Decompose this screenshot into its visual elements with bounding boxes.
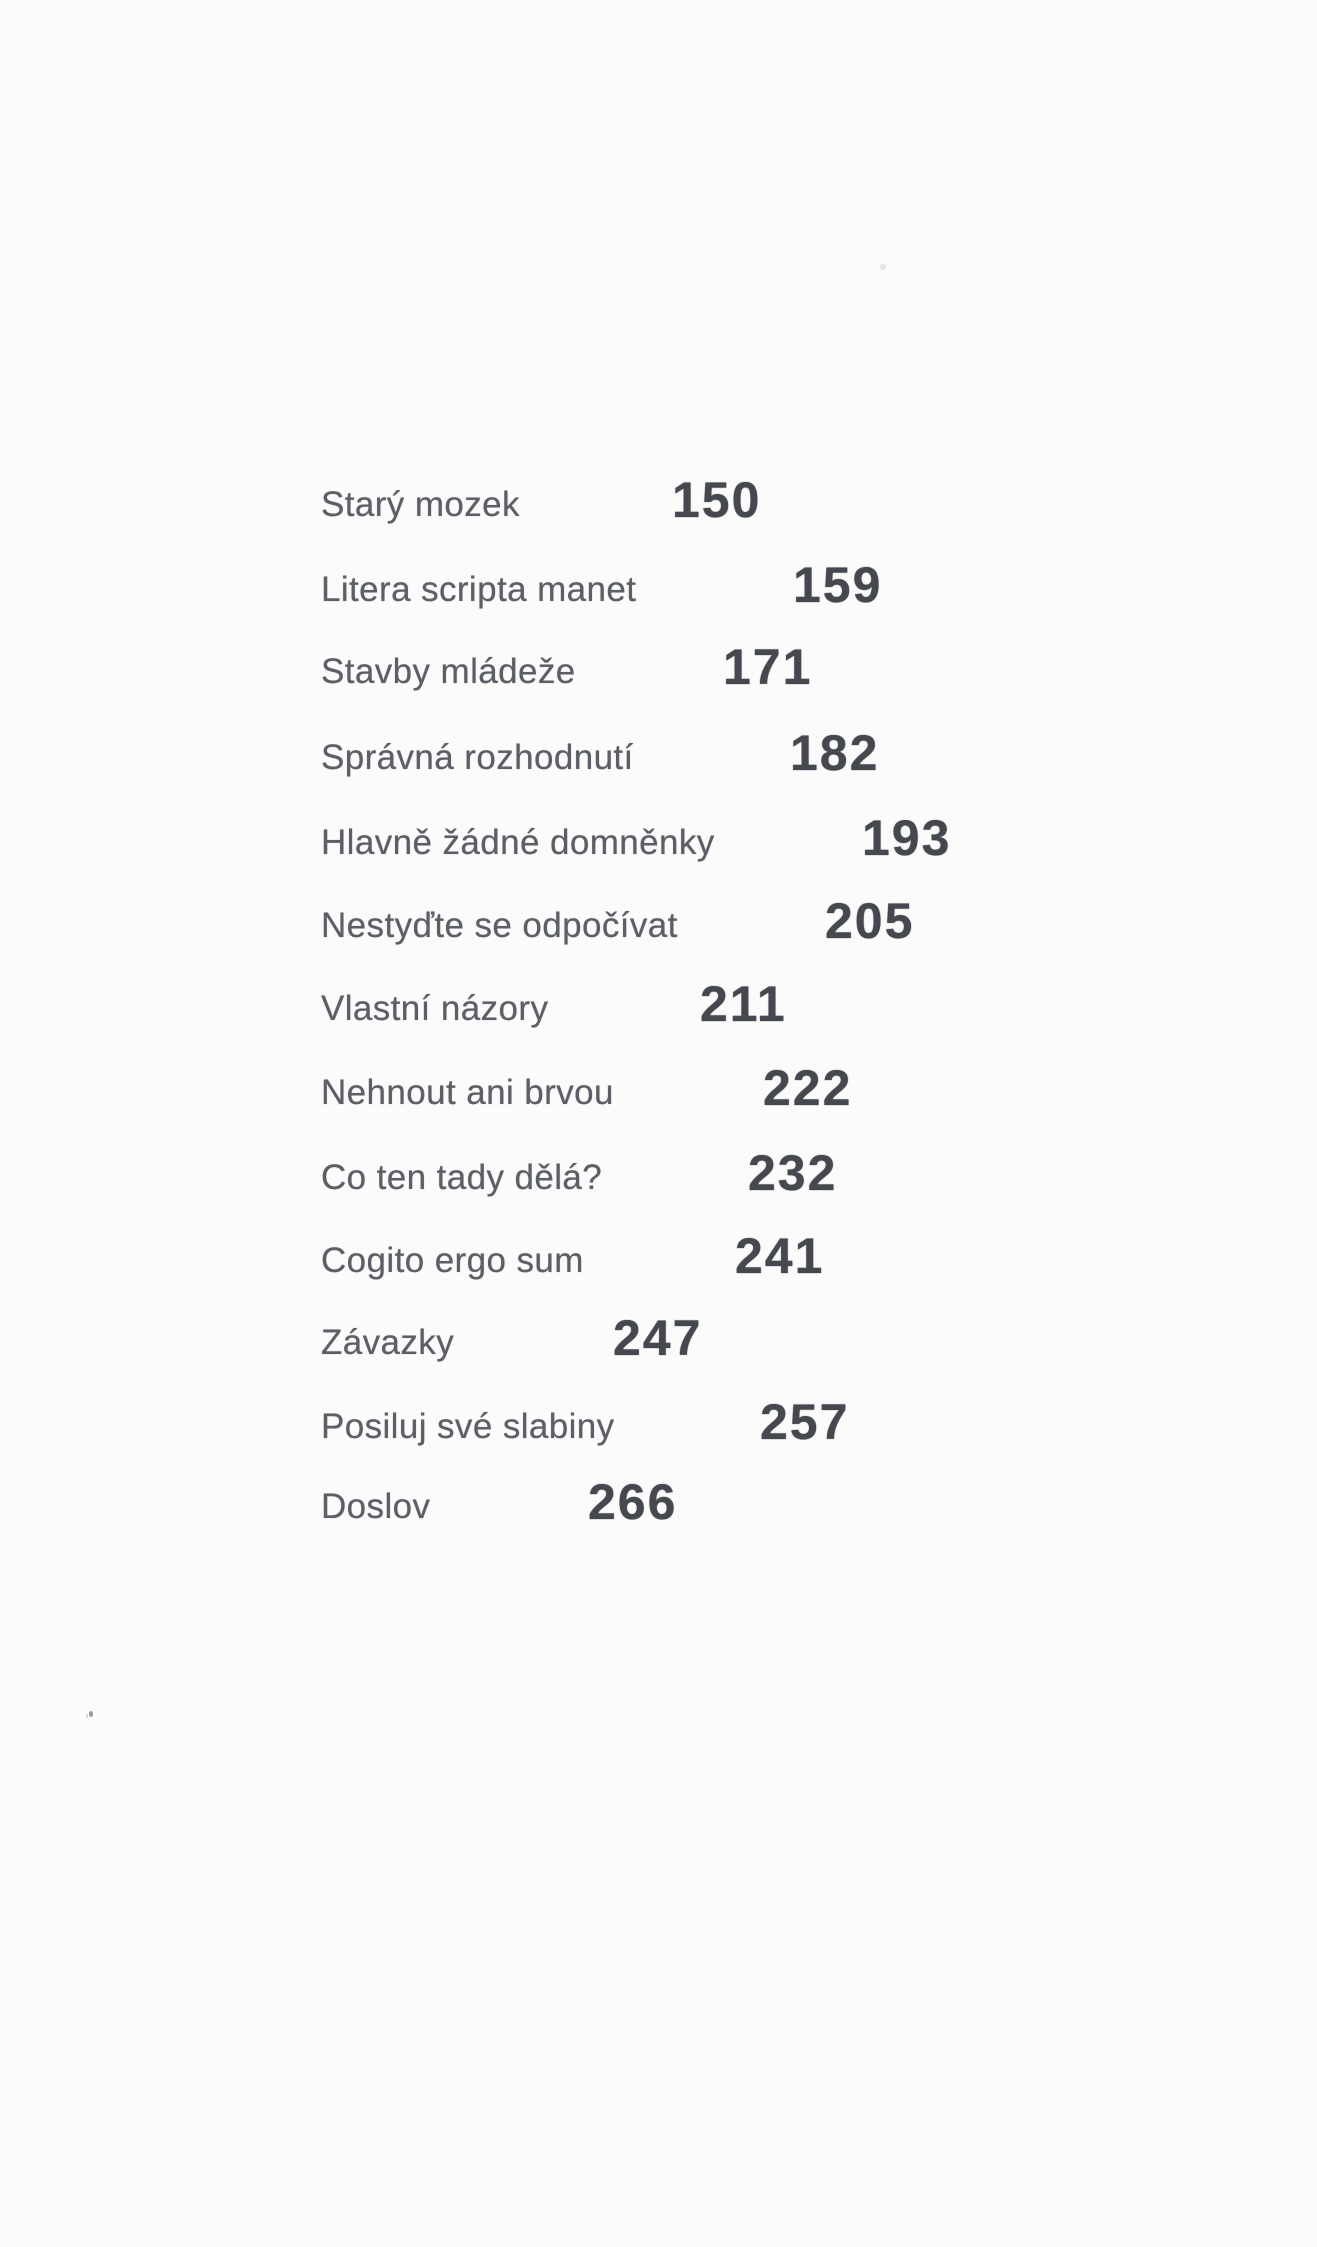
toc-entry-title: Nestyďte se odpočívat [321, 906, 678, 945]
toc-entry-title: Litera scripta manet [321, 570, 637, 609]
toc-entry-page-number: 205 [825, 893, 915, 949]
toc-entry-title: Stavby mládeže [321, 652, 576, 691]
toc-entry-title: Doslov [321, 1487, 431, 1526]
toc-entry-page-number: 182 [790, 725, 880, 781]
toc-entry-page-number: 150 [672, 472, 762, 528]
toc-entry-title: Cogito ergo sum [321, 1241, 584, 1280]
toc-entry-title: Posiluj své slabiny [321, 1407, 615, 1446]
toc-entry-page-number: 159 [793, 557, 883, 613]
scan-artifact-dot [89, 1711, 93, 1717]
toc-entry-title: Hlavně žádné domněnky [321, 823, 715, 862]
toc-entry-page-number: 193 [862, 810, 952, 866]
toc-entry-page-number: 171 [723, 639, 813, 695]
toc-entry-title: Závazky [321, 1323, 455, 1362]
toc-entry-page-number: 241 [735, 1228, 825, 1284]
toc-entry-page-number: 232 [748, 1145, 838, 1201]
toc-entry-title: Správná rozhodnutí [321, 738, 634, 777]
toc-entry-title: Co ten tady dělá? [321, 1158, 603, 1197]
toc-entry-page-number: 266 [588, 1474, 678, 1530]
toc-entry-title: Starý mozek [321, 485, 520, 524]
toc-entry-page-number: 222 [763, 1060, 853, 1116]
toc-entry-page-number: 257 [760, 1394, 850, 1450]
scan-artifact-dot [880, 264, 886, 270]
toc-entry-title: Vlastní názory [321, 989, 549, 1028]
toc-entry-page-number: 247 [613, 1310, 703, 1366]
toc-entry-page-number: 211 [700, 976, 787, 1032]
toc-entry-title: Nehnout ani brvou [321, 1073, 614, 1112]
